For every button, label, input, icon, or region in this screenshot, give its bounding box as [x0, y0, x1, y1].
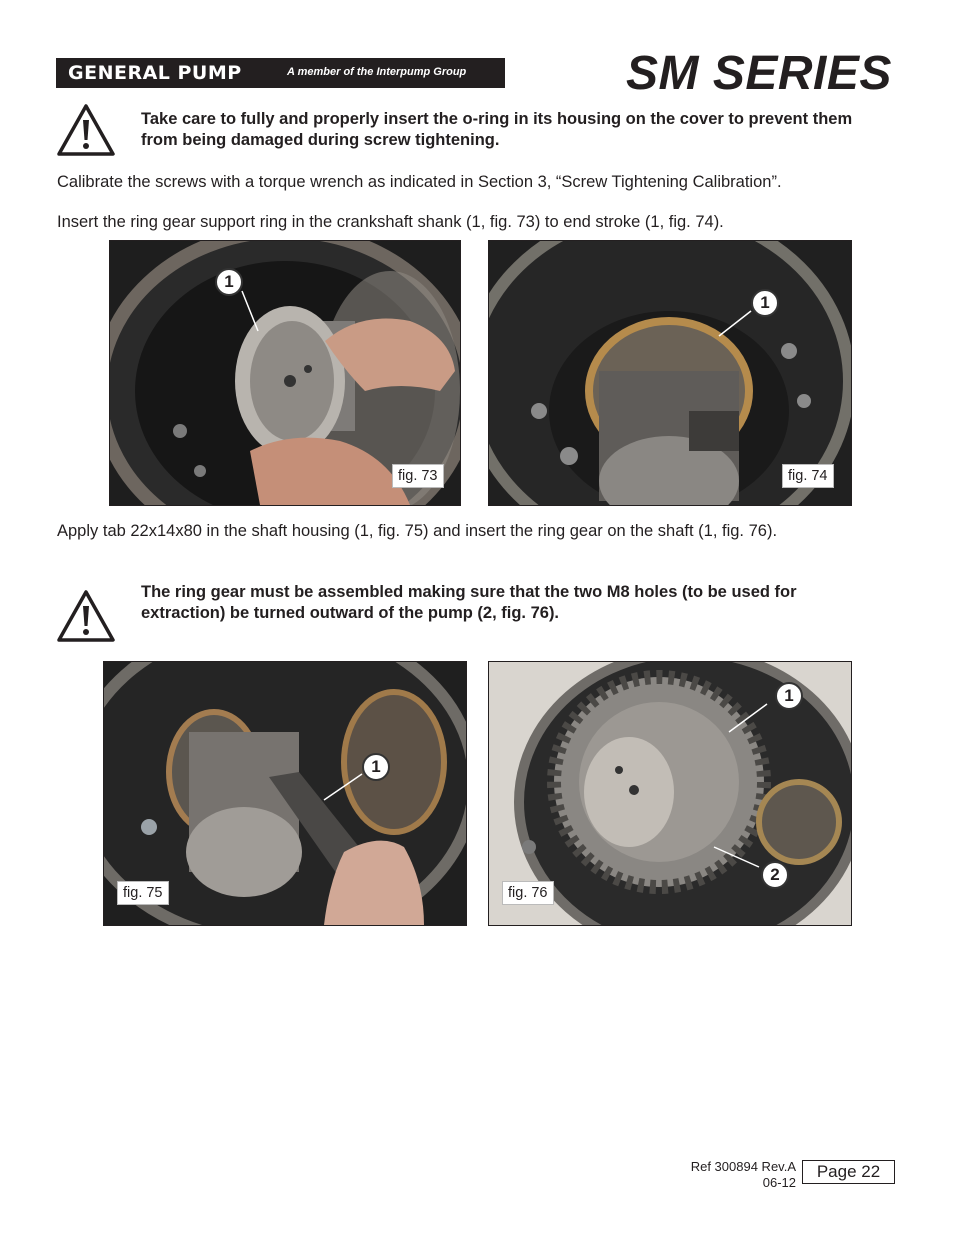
figure-74-photo — [488, 240, 852, 506]
figure-label: fig. 76 — [502, 881, 554, 905]
page-number: Page 22 — [802, 1160, 895, 1184]
brand-tagline: A member of the Interpump Group — [287, 66, 467, 78]
warning-triangle-icon — [56, 102, 116, 158]
warning-line: Take care to fully and properly insert the o-ring in its housing on the cover to prevent them — [141, 110, 853, 128]
figure-75-photo — [103, 661, 467, 926]
warning-text-1 — [141, 109, 901, 151]
callout-1: 1 — [751, 289, 779, 317]
reference-number: Ref 300894 Rev.A — [690, 1159, 796, 1174]
warning-line: The ring gear must be assembled making sure that the two M8 holes (to be used for — [141, 583, 797, 601]
figure-label: fig. 73 — [392, 464, 444, 488]
callout-1: 1 — [775, 682, 803, 710]
brand-name: GENERAL PUMP — [68, 62, 242, 84]
warning-line: extraction) be turned outward of the pump (2, fig. 76). — [141, 604, 560, 622]
callout-2: 2 — [761, 861, 789, 889]
figure-label: fig. 74 — [782, 464, 834, 488]
figure-76-photo — [488, 661, 852, 926]
brand-bar — [56, 58, 505, 88]
warning-text-2 — [141, 582, 901, 624]
paragraph: Insert the ring gear support ring in the crankshaft shank (1, fig. 73) to end stroke (1, fig. 74). — [57, 213, 724, 231]
paragraph: Calibrate the screws with a torque wrench as indicated in Section 3, “Screw Tightening Calibration”. — [57, 173, 782, 191]
warning-line: from being damaged during screw tightening. — [141, 131, 500, 149]
figure-label: fig. 75 — [117, 881, 169, 905]
reference-block — [691, 1159, 796, 1191]
warning-triangle-icon — [56, 588, 116, 644]
series-title: SM SERIES — [626, 47, 892, 100]
callout-1: 1 — [215, 268, 243, 296]
revision-date: 06-12 — [762, 1175, 796, 1190]
paragraph: Apply tab 22x14x80 in the shaft housing (1, fig. 75) and insert the ring gear on the shaft (1, fig. 76). — [57, 522, 778, 540]
callout-1: 1 — [362, 753, 390, 781]
figure-73-photo — [109, 240, 461, 506]
